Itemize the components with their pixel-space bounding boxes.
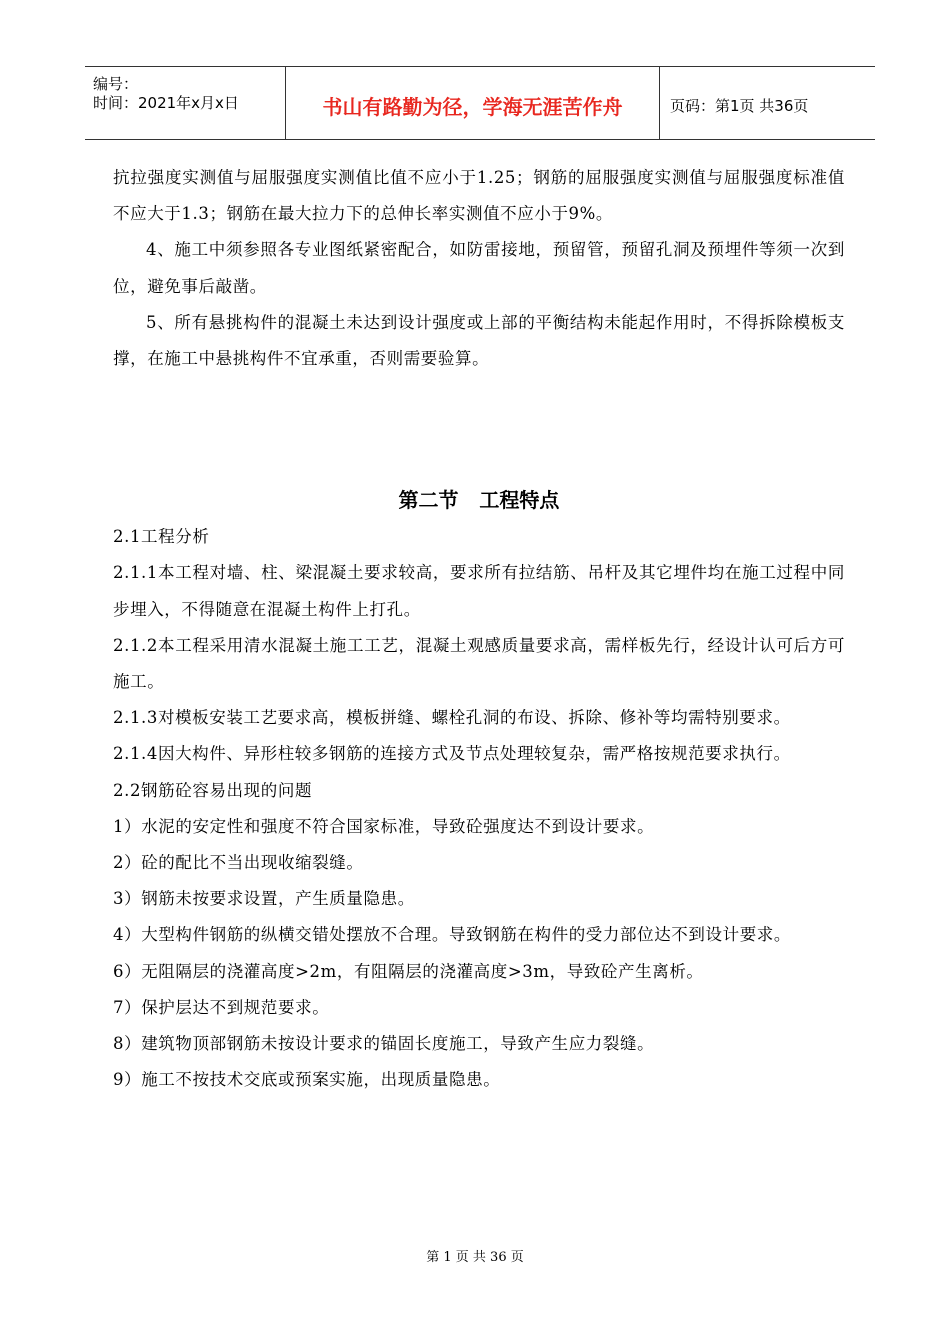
paragraph-continuation: 抗拉强度实测值与屈服强度实测值比值不应小于1.25；钢筋的屈服强度实测值与屈服强度标准值不应大于1.3；钢筋在最大拉力下的总伸长率实测值不应小于9%。: [113, 168, 845, 224]
body-line: 2.1.2本工程采用清水混凝土施工工艺，混凝土观感质量要求高，需样板先行，经设计认可后方可施工。: [113, 635, 845, 692]
body-line: 9）施工不按技术交底或预案实施，出现质量隐患。: [113, 1070, 501, 1090]
header-meta-cell: [85, 67, 285, 139]
section-spacer: [113, 377, 845, 485]
paragraph-item-4: 4、施工中须参照各专业图纸紧密配合，如防雷接地，预留管，预留孔洞及预埋件等须一次到位，避免事后敲凿。: [113, 240, 845, 296]
header-motto: 书山有路勤为径，学海无涯苦作舟: [322, 95, 623, 119]
document-number-label: 编号：: [93, 75, 139, 93]
body-line: 2.1.1本工程对墙、柱、梁混凝土要求较高，要求所有拉结筋、吊杆及其它埋件均在施工过程中同步埋入，不得随意在混凝土构件上打孔。: [113, 563, 845, 619]
body-line: 2.1工程分析: [113, 527, 210, 547]
body-line: 7）保护层达不到规范要求。: [113, 997, 330, 1017]
body-line: 6）无阻隔层的浇灌高度>2m，有阻隔层的浇灌高度>3m，导致砼产生离析。: [113, 961, 704, 981]
body-line: 8）建筑物顶部钢筋未按设计要求的锚固长度施工，导致产生应力裂缝。: [113, 1034, 655, 1054]
document-body: [113, 160, 845, 1098]
header-page-cell: [660, 67, 875, 139]
body-line: 2.2钢筋砼容易出现的问题: [113, 780, 313, 800]
paragraph-item-5: 5、所有悬挑构件的混凝土未达到设计强度或上部的平衡结构未能起作用时，不得拆除模板支撑，在施工中悬挑构件不宜承重，否则需要验算。: [113, 312, 845, 369]
page-header: [85, 66, 875, 140]
header-page-number: 页码：第1页 共36页: [670, 97, 809, 115]
section-title: 第二节 工程特点: [398, 488, 560, 513]
body-line: 1）水泥的安定性和强度不符合国家标准，导致砼强度达不到设计要求。: [113, 816, 655, 836]
body-line: 2.1.4因大构件、异形柱较多钢筋的连接方式及节点处理较复杂，需严格按规范要求执行。: [113, 744, 791, 764]
document-time-label: 时间：2021年x月x日: [93, 94, 239, 112]
body-line: 4）大型构件钢筋的纵横交错处摆放不合理。导致钢筋在构件的受力部位达不到设计要求。: [113, 925, 791, 945]
body-line: 3）钢筋未按要求设置，产生质量隐患。: [113, 889, 415, 909]
body-line: 2）砼的配比不当出现收缩裂缝。: [113, 853, 364, 873]
page-footer: 第 1 页 共 36 页: [426, 1250, 524, 1265]
body-line: 2.1.3对模板安装工艺要求高，模板拼缝、螺栓孔洞的布设、拆除、修补等均需特别要求。: [113, 708, 791, 728]
header-motto-cell: [285, 67, 660, 139]
